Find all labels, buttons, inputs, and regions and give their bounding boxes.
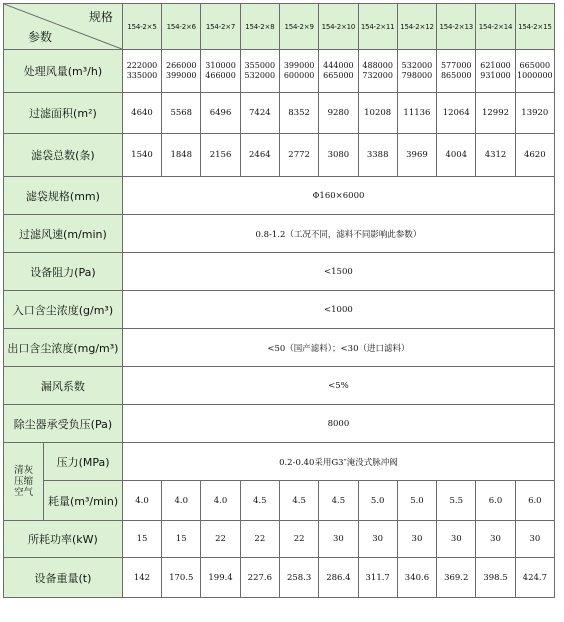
bags-cell: 2464: [240, 134, 279, 177]
filter-speed-row: [4, 215, 555, 253]
area-cell: 11136: [397, 93, 436, 134]
model-header: 154-2×5: [122, 4, 161, 50]
model-header: 154-2×11: [358, 4, 397, 50]
weight-cell: 369.2: [437, 558, 476, 598]
power-cell: 22: [201, 521, 240, 558]
corner-header-cell: [4, 4, 123, 50]
airflow-min: 444000: [323, 61, 354, 70]
power-cell: 15: [162, 521, 201, 558]
area-cell: 8352: [279, 93, 318, 134]
bags-cell: 1848: [162, 134, 201, 177]
bags-cell: 3080: [319, 134, 358, 177]
pressure-value: 0.2-0.40采用G3″淹没式脉冲阀: [122, 443, 554, 481]
weight-cell: 227.6: [240, 558, 279, 598]
weight-cell: 258.3: [279, 558, 318, 598]
leakage-value: <5%: [122, 367, 554, 405]
airflow-cell: [515, 50, 554, 93]
airflow-max: 865000: [440, 71, 472, 80]
airflow-row: [4, 50, 555, 93]
airflow-max: 1000000: [517, 71, 553, 80]
airflow-min: 310000: [205, 61, 236, 70]
weight-row: [4, 558, 555, 598]
area-cell: 4640: [122, 93, 161, 134]
negative-pressure-label: 除尘器承受负压(Pa): [4, 405, 123, 443]
area-cell: 5568: [162, 93, 201, 134]
model-header: 154-2×8: [240, 4, 279, 50]
airflow-min: 399000: [283, 61, 315, 70]
airflow-max: 532000: [244, 71, 276, 80]
bags-cell: 4312: [476, 134, 515, 177]
power-cell: 30: [515, 521, 554, 558]
consumption-cell: 4.0: [122, 481, 161, 521]
power-cell: 30: [319, 521, 358, 558]
area-cell: 6496: [201, 93, 240, 134]
consumption-cell: 4.0: [201, 481, 240, 521]
airflow-min: 488000: [362, 61, 393, 70]
weight-label: 设备重量(t): [4, 558, 123, 598]
model-header: 154-2×12: [397, 4, 436, 50]
weight-cell: 340.6: [397, 558, 436, 598]
negative-pressure-value: 8000: [122, 405, 554, 443]
model-header: 154-2×10: [319, 4, 358, 50]
airflow-max: 732000: [362, 71, 393, 80]
consumption-label: 耗量(m³/min): [44, 481, 123, 521]
area-label: 过滤面积(m²): [4, 93, 123, 134]
model-header: 154-2×14: [476, 4, 515, 50]
power-cell: 30: [437, 521, 476, 558]
power-label: 所耗功率(kW): [4, 521, 123, 558]
weight-cell: 170.5: [162, 558, 201, 598]
cleaning-air-label: [4, 443, 44, 521]
area-cell: 7424: [240, 93, 279, 134]
consumption-row: [4, 481, 555, 521]
model-header: 154-2×13: [437, 4, 476, 50]
consumption-cell: 4.0: [162, 481, 201, 521]
airflow-min: 222000: [126, 61, 158, 70]
outlet-dust-value: <50（国产滤料）；<30（进口滤料）: [122, 329, 554, 367]
bags-cell: 3969: [397, 134, 436, 177]
bags-cell: 3388: [358, 134, 397, 177]
airflow-max: 665000: [323, 71, 354, 80]
bags-cell: 2772: [279, 134, 318, 177]
airflow-min: 665000: [519, 61, 551, 70]
bag-spec-row: [4, 177, 555, 215]
airflow-min: 621000: [480, 61, 511, 70]
power-cell: 22: [240, 521, 279, 558]
bags-label: 滤袋总数(条): [4, 134, 123, 177]
leakage-label: 漏风系数: [4, 367, 123, 405]
airflow-cell: [201, 50, 240, 93]
area-cell: 10208: [358, 93, 397, 134]
weight-cell: 199.4: [201, 558, 240, 598]
area-cell: 12992: [476, 93, 515, 134]
airflow-cell: [319, 50, 358, 93]
power-cell: 22: [279, 521, 318, 558]
bags-cell: 4620: [515, 134, 554, 177]
bags-cell: 4004: [437, 134, 476, 177]
airflow-min: 355000: [244, 61, 276, 70]
consumption-cell: 6.0: [476, 481, 515, 521]
negative-pressure-row: [4, 405, 555, 443]
airflow-max: 931000: [480, 71, 511, 80]
model-header: 154-2×9: [279, 4, 318, 50]
resistance-value: <1500: [122, 253, 554, 291]
model-header: 154-2×15: [515, 4, 554, 50]
consumption-cell: 4.5: [279, 481, 318, 521]
area-cell: 13920: [515, 93, 554, 134]
airflow-max: 466000: [205, 71, 236, 80]
resistance-label: 设备阻力(Pa): [4, 253, 123, 291]
bags-row: [4, 134, 555, 177]
outlet-dust-label: 出口含尘浓度(mg/m³): [4, 329, 123, 367]
power-cell: 30: [476, 521, 515, 558]
cleaning-label-line: 压缩: [14, 476, 34, 487]
inlet-dust-value: <1000: [122, 291, 554, 329]
spec-table: [3, 3, 555, 598]
inlet-dust-row: [4, 291, 555, 329]
airflow-cell: [122, 50, 161, 93]
inlet-dust-label: 入口含尘浓度(g/m³): [4, 291, 123, 329]
leakage-row: [4, 367, 555, 405]
consumption-cell: 4.5: [240, 481, 279, 521]
airflow-cell: [358, 50, 397, 93]
airflow-label: 处理风量(m³/h): [4, 50, 123, 93]
power-row: [4, 521, 555, 558]
weight-cell: 311.7: [358, 558, 397, 598]
airflow-min: 266000: [165, 61, 197, 70]
outlet-dust-row: [4, 329, 555, 367]
airflow-cell: [279, 50, 318, 93]
bags-cell: 1540: [122, 134, 161, 177]
cleaning-pressure-row: [4, 443, 555, 481]
bag-spec-label: 滤袋规格(mm): [4, 177, 123, 215]
airflow-cell: [476, 50, 515, 93]
airflow-max: 798000: [401, 71, 433, 80]
airflow-min: 532000: [401, 61, 433, 70]
consumption-cell: 5.5: [437, 481, 476, 521]
weight-cell: 142: [122, 558, 161, 598]
airflow-cell: [397, 50, 436, 93]
consumption-cell: 5.0: [358, 481, 397, 521]
model-header: 154-2×6: [162, 4, 201, 50]
area-row: [4, 93, 555, 134]
header-row: [4, 4, 555, 50]
airflow-max: 399000: [165, 71, 197, 80]
airflow-cell: [437, 50, 476, 93]
airflow-cell: [162, 50, 201, 93]
airflow-cell: [240, 50, 279, 93]
spec-label: 规格: [88, 10, 113, 24]
filter-speed-value: 0.8-1.2（工况不同，滤料不同影响此参数）: [122, 215, 554, 253]
cleaning-label-line: 空气: [14, 487, 34, 498]
bags-cell: 2156: [201, 134, 240, 177]
airflow-min: 577000: [440, 61, 472, 70]
param-label: 参数: [28, 30, 53, 44]
power-cell: 30: [397, 521, 436, 558]
filter-speed-label: 过滤风速(m/min): [4, 215, 123, 253]
model-header: 154-2×7: [201, 4, 240, 50]
weight-cell: 424.7: [515, 558, 554, 598]
consumption-cell: 4.5: [319, 481, 358, 521]
airflow-max: 600000: [283, 71, 315, 80]
cleaning-label-line: 清灰: [14, 465, 34, 476]
airflow-max: 335000: [126, 71, 158, 80]
power-cell: 30: [358, 521, 397, 558]
weight-cell: 398.5: [476, 558, 515, 598]
weight-cell: 286.4: [319, 558, 358, 598]
consumption-cell: 6.0: [515, 481, 554, 521]
resistance-row: [4, 253, 555, 291]
pressure-label: 压力(MPa): [44, 443, 123, 481]
consumption-cell: 5.0: [397, 481, 436, 521]
power-cell: 15: [122, 521, 161, 558]
bag-spec-value: Φ160×6000: [122, 177, 554, 215]
area-cell: 9280: [319, 93, 358, 134]
area-cell: 12064: [437, 93, 476, 134]
